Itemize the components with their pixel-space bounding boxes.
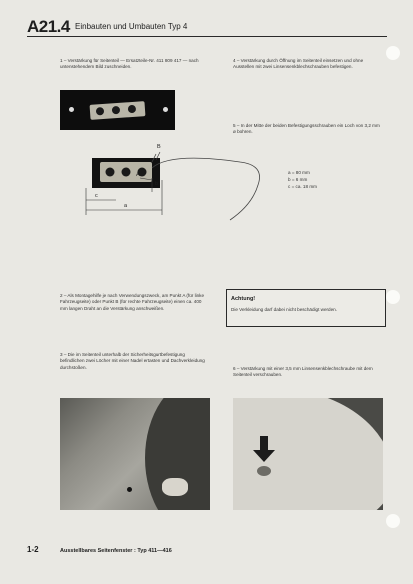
spec-b: b = 6 mm xyxy=(288,177,308,182)
step-3-text: 3 – Die im Seitenteil unterhalb der Sicherheitsgurtbefestigung befindlichen zwei Löcher mit einer Nadel ertasten und Dachverkleidung durchstoßen. xyxy=(60,352,205,370)
section-title: Einbauten und Umbauten Typ 4 xyxy=(75,22,188,31)
label-b: B xyxy=(157,144,161,150)
reinforcement-plate xyxy=(90,101,146,120)
screw xyxy=(127,487,132,492)
photo-side-panel-interior xyxy=(60,398,210,510)
page-number: 1-2 xyxy=(27,545,39,554)
plate-hole xyxy=(128,105,137,114)
white-dot xyxy=(69,107,74,112)
binder-hole-middle xyxy=(386,290,400,304)
footer-title: Ausstellbares Seitenfenster : Typ 411—416 xyxy=(60,548,172,554)
dim-c-label: c xyxy=(95,193,98,199)
photo-mounted-reinforcement xyxy=(233,398,383,510)
dim-b-label: b xyxy=(155,181,159,187)
binder-hole-bottom xyxy=(386,514,400,528)
binder-hole-top xyxy=(386,46,400,60)
arrow-down-icon xyxy=(253,436,275,462)
plate-hole xyxy=(122,168,131,177)
wire xyxy=(152,158,260,220)
plate-hole xyxy=(96,107,105,116)
plate-hole xyxy=(106,168,115,177)
step-6-text: 6 – Verstärkung mit einer 3,5 mm Linsensenkblechschraube mit dem Seitenteil verschrauben. xyxy=(233,366,373,378)
dimension-diagram xyxy=(60,140,320,225)
step-2-text: 2 – Als Montagehilfe je nach Verwendungszweck, am Punkt A (für linke Fahrzeugseite) oder Punkt B (für rechte Fahrzeugseite) einen ca. 400 mm langen Draht an die Verstärkung anschweißen. xyxy=(60,293,205,311)
step-4-text: 4 – Verstärkung durch Öffnung im Seitenteil einsetzen und ohne Ausstellen mit zwei Linsensenkblechschrauben befestigen. xyxy=(233,58,364,70)
step-5-text: 5 – In der Mitte der beiden Befestigungsschrauben ein Loch von 3,2 mm ø bohren. xyxy=(233,123,380,135)
step-1-text: 1 – Verstärkung für Seitenteil — Ersatzteile-Nr. 411 809 417 — nach untenstehendem Bild zuschneiden. xyxy=(60,58,199,70)
warning-box xyxy=(226,289,386,327)
spec-a: a = 80 mm xyxy=(288,170,310,175)
white-dot xyxy=(163,107,168,112)
screw-cluster xyxy=(257,466,271,476)
plate-hole xyxy=(112,106,121,115)
warning-title: Achtung! xyxy=(231,296,256,302)
hand xyxy=(162,478,188,496)
reinforcement-part-photo xyxy=(60,90,175,130)
dim-a-label: a xyxy=(124,203,128,209)
warning-text: Die Verkleidung darf dabei nicht beschädigt werden. xyxy=(231,307,337,312)
section-code: A21.4 xyxy=(27,17,70,36)
header-rule xyxy=(27,36,387,37)
label-a: A xyxy=(136,172,140,178)
spec-c: c = ca. 18 mm xyxy=(288,184,317,189)
